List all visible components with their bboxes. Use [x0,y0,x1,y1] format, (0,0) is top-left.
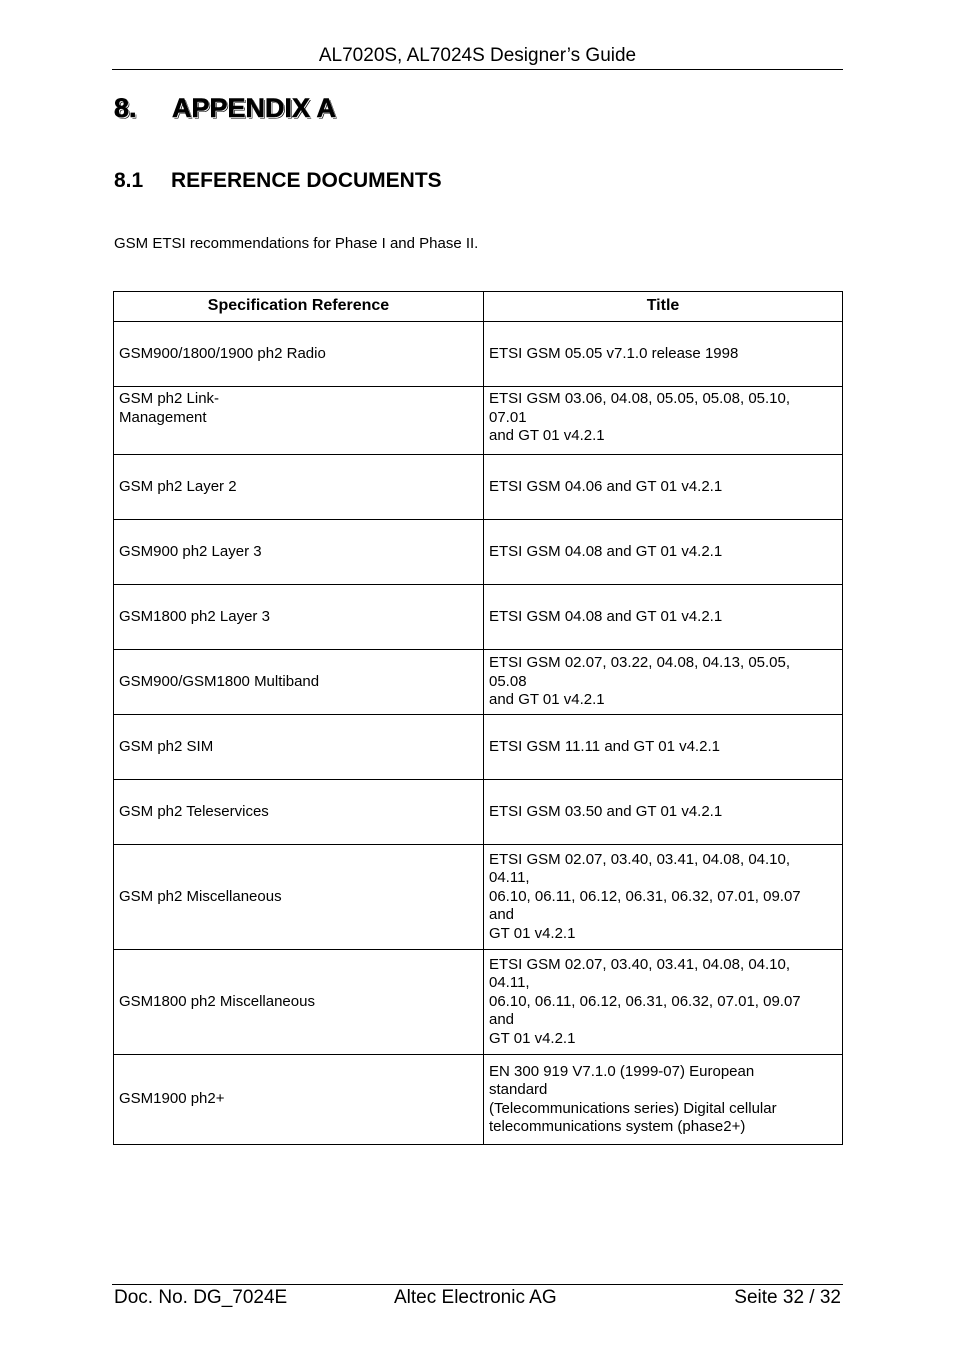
title-cell: ETSI GSM 03.50 and GT 01 v4.2.1 [484,780,843,845]
spec-reference-cell: GSM ph2 Teleservices [114,780,484,845]
page-footer [112,1284,843,1308]
table-row [114,322,843,387]
title-cell: ETSI GSM 02.07, 03.22, 04.08, 04.13, 05.05, 05.08 and GT 01 v4.2.1 [484,650,843,715]
spec-reference-cell: GSM900 ph2 Layer 3 [114,520,484,585]
column-header-spec-reference: Specification Reference [114,292,484,322]
spec-reference-cell: GSM ph2 Layer 2 [114,455,484,520]
section-number: 8.1 [114,169,144,192]
company-name: Altec Electronic AG [394,1287,557,1308]
title-cell: ETSI GSM 04.08 and GT 01 v4.2.1 [484,520,843,585]
table-row [114,950,843,1055]
table-header-row [114,292,843,322]
spec-reference-cell: GSM1900 ph2+ [114,1055,484,1145]
chapter-number: 8. [114,93,137,123]
column-header-title: Title [484,292,843,322]
title-cell: ETSI GSM 04.06 and GT 01 v4.2.1 [484,455,843,520]
title-cell: ETSI GSM 04.08 and GT 01 v4.2.1 [484,585,843,650]
spec-reference-cell: GSM900/1800/1900 ph2 Radio [114,322,484,387]
title-cell: ETSI GSM 11.11 and GT 01 v4.2.1 [484,715,843,780]
page-header [112,44,843,70]
spec-reference-cell: GSM ph2 SIM [114,715,484,780]
document-title: AL7020S, AL7024S Designer’s Guide [318,45,637,66]
page-number: Seite 32 / 32 [734,1287,841,1308]
chapter-heading [114,90,336,126]
spec-reference-cell: GSM ph2 Link- Management [114,387,484,455]
section-heading [114,168,442,194]
table-row [114,520,843,585]
spec-reference-cell: GSM1800 ph2 Miscellaneous [114,950,484,1055]
chapter-title: APPENDIX A [172,93,337,123]
title-cell: ETSI GSM 03.06, 04.08, 05.05, 05.08, 05.10, 07.01 and GT 01 v4.2.1 [484,387,843,455]
table-row [114,585,843,650]
table-row [114,650,843,715]
table-row [114,455,843,520]
table-row [114,715,843,780]
intro-paragraph: GSM ETSI recommendations for Phase I and Phase II. [114,235,479,252]
table-row [114,1055,843,1145]
document-number: Doc. No. DG_7024E [114,1287,288,1308]
spec-reference-cell: GSM900/GSM1800 Multiband [114,650,484,715]
title-cell: ETSI GSM 02.07, 03.40, 03.41, 04.08, 04.10, 04.11, 06.10, 06.11, 06.12, 06.31, 06.32, 07.01, 09.07 and GT 01 v4.2.1 [484,950,843,1055]
spec-reference-cell: GSM ph2 Miscellaneous [114,845,484,950]
spec-reference-cell: GSM1800 ph2 Layer 3 [114,585,484,650]
section-title: REFERENCE DOCUMENTS [171,169,442,192]
table-row [114,780,843,845]
title-cell: EN 300 919 V7.1.0 (1999-07) European standard (Telecommunications series) Digital cellular telecommunications system (phase2+) [484,1055,843,1145]
table-row [114,387,843,455]
table-row [114,845,843,950]
title-cell: ETSI GSM 05.05 v7.1.0 release 1998 [484,322,843,387]
title-cell: ETSI GSM 02.07, 03.40, 03.41, 04.08, 04.10, 04.11, 06.10, 06.11, 06.12, 06.31, 06.32, 07.01, 09.07 and GT 01 v4.2.1 [484,845,843,950]
reference-documents-table [113,291,843,1145]
